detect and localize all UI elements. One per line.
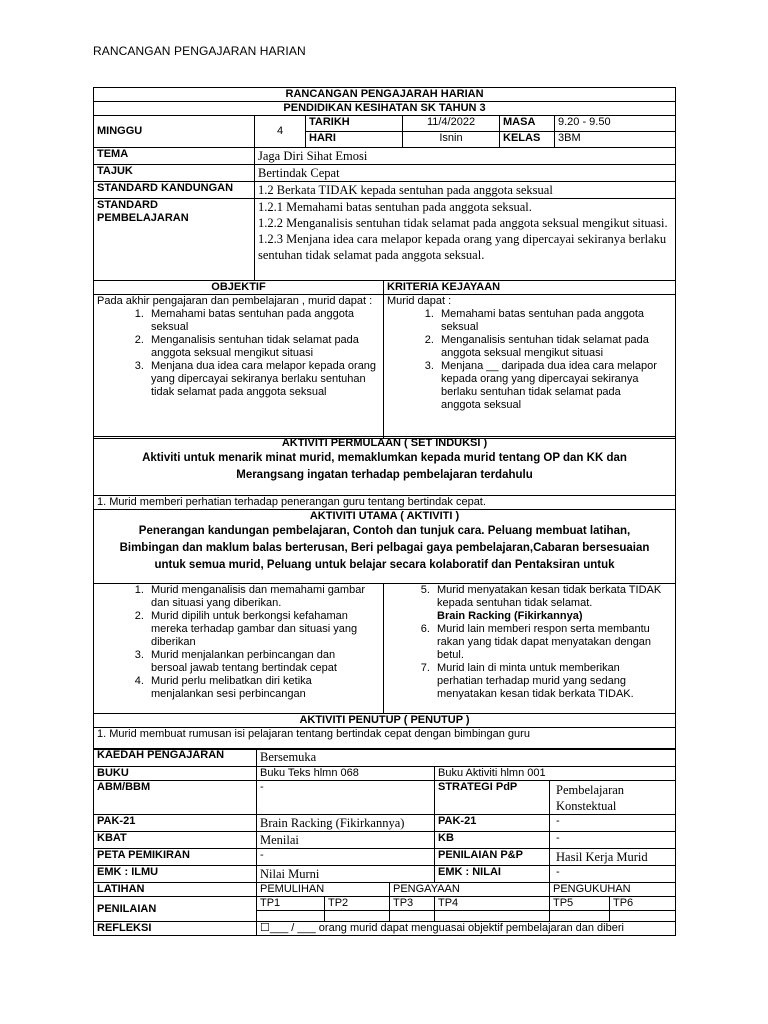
emk-ilmu-label: EMK : ILMU — [94, 866, 257, 883]
tp3-input[interactable] — [390, 911, 435, 922]
pengukuhan-label: PENGUKUHAN — [550, 883, 676, 897]
strategi-value: Pembelajaran Konstektual — [550, 781, 676, 815]
standard-pembelajaran-label: STANDARD PEMBELAJARAN — [94, 199, 255, 281]
utama-right-list-2 — [387, 623, 667, 701]
permulaan-step: 1. Murid memberi perhatian terhadap penerangan guru tentang bertindak cepat. — [94, 496, 676, 510]
pak21-value: Brain Racking (Fikirkannya) — [257, 815, 435, 832]
kaedah-value: Bersemuka — [257, 749, 676, 767]
objektif-cell — [94, 295, 384, 439]
activity-table — [93, 436, 676, 750]
standard-pembelajaran-list — [255, 199, 676, 281]
tp5-input[interactable] — [550, 911, 610, 922]
objektif-intro: Pada akhir pengajaran dan pembelajaran , murid dapat : — [97, 295, 373, 307]
utama-desc-line: Penerangan kandungan pembelajaran, Contoh dan tunjuk cara. Peluang membuat latihan, — [138, 525, 631, 537]
utama-item: 4. Murid perlu melibatkan diri ketika menjalankan sesi perbincangan — [147, 675, 369, 701]
standard-pembelajaran-item: 1.2.2 Menganalisis sentuhan tidak selamat pada anggota seksual mengikut situasi. — [258, 216, 668, 230]
details-table — [93, 748, 676, 936]
minggu-value: 4 — [255, 116, 306, 148]
utama-item: 7. Murid lain di minta untuk memberikan perhatian terhadap murid yang sedang menyatakan kesan tidak berkata TIDAK. — [433, 662, 667, 701]
masa-value: 9.20 - 9.50 — [555, 116, 676, 132]
tajuk-value: Bertindak Cepat — [255, 165, 676, 182]
kaedah-label: KAEDAH PENGAJARAN — [94, 749, 257, 767]
pak21-value-2: - — [550, 815, 676, 832]
buku-aktiviti-value: Buku Aktiviti hlmn 001 — [435, 767, 676, 781]
tajuk-label: TAJUK — [94, 165, 255, 182]
kriteria-item: 3. Menjana __ daripada dua idea cara melapor kepada orang yang dipercayai sekiranya berlaku sentuhan tidak selamat pada anggota seksual — [437, 360, 659, 412]
tema-value: Jaga Diri Sihat Emosi — [255, 148, 676, 165]
emk-nilai-label: EMK : NILAI — [435, 866, 550, 883]
kbat-label: KBAT — [94, 832, 257, 849]
penutup-header: AKTIVITI PENUTUP ( PENUTUP ) — [94, 714, 676, 728]
masa-label: MASA — [500, 116, 555, 132]
tp2-input[interactable] — [325, 911, 390, 922]
utama-desc — [97, 523, 672, 574]
kelas-value: 3BM — [555, 132, 676, 148]
pemulihan-label: PEMULIHAN — [257, 883, 390, 897]
kriteria-intro: Murid dapat : — [387, 295, 452, 307]
objektif-item: 1. Memahami batas sentuhan pada anggota seksual — [147, 308, 380, 334]
utama-item: 5. Murid menyatakan kesan tidak berkata TIDAK kepada sentuhan tidak selamat. — [433, 584, 667, 610]
emk-nilai-value: - — [550, 866, 676, 883]
objektif-item: 2. Menganalisis sentuhan tidak selamat pada anggota seksual mengikut situasi — [147, 334, 380, 360]
standard-kandungan-value: 1.2 Berkata TIDAK kepada sentuhan pada anggota seksual — [255, 182, 676, 199]
kb-label: KB — [435, 832, 550, 849]
pengayaan-label: PENGAYAAN — [390, 883, 550, 897]
utama-left-list — [97, 584, 369, 701]
kelas-label: KELAS — [500, 132, 555, 148]
refleksi-value: ☐___ / ___ orang murid dapat menguasai objektif pembelajaran dan diberi — [257, 922, 676, 936]
utama-block — [94, 510, 676, 584]
subject-title: PENDIDIKAN KESIHATAN SK TAHUN 3 — [94, 102, 676, 116]
tp5-label: TP5 — [550, 897, 610, 911]
utama-item: 6. Murid lain memberi respon serta membantu rakan yang tidak dapat menyatakan dengan betul. — [433, 623, 667, 662]
tema-label: TEMA — [94, 148, 255, 165]
hari-value: Isnin — [403, 132, 500, 148]
penilaian-pnp-label: PENILAIAN P&P — [435, 849, 550, 866]
kriteria-header: KRITERIA KEJAYAAN — [384, 281, 676, 295]
objektif-header: OBJEKTIF — [94, 281, 384, 295]
buku-label: BUKU — [94, 767, 257, 781]
refleksi-label: REFLEKSI — [94, 922, 257, 936]
tp1-label: TP1 — [257, 897, 325, 911]
utama-item: 3. Murid menjalankan perbincangan dan bersoal jawab tentang bertindak cepat — [147, 649, 369, 675]
utama-right-cell — [384, 584, 676, 714]
permulaan-desc — [97, 450, 672, 484]
tarikh-value: 11/4/2022 — [403, 116, 500, 132]
standard-pembelajaran-item: 1.2.3 Menjana idea cara melapor kepada orang yang dipercayai sekiranya berlaku sentuhan tidak selamat pada anggota seksual. — [258, 232, 667, 262]
kriteria-item: 1. Memahami batas sentuhan pada anggota seksual — [437, 308, 659, 334]
peta-pemikiran-value: - — [257, 849, 435, 866]
permulaan-header: AKTIVITI PERMULAAN ( SET INDUKSI ) — [281, 437, 488, 449]
peta-pemikiran-label: PETA PEMIKIRAN — [94, 849, 257, 866]
tarikh-label: TARIKH — [306, 116, 403, 132]
info-table — [93, 87, 676, 281]
abm-value: - — [257, 781, 435, 815]
tp1-input[interactable] — [257, 911, 325, 922]
standard-pembelajaran-item: 1.2.1 Memahami batas sentuhan pada anggota seksual. — [258, 200, 532, 214]
kbat-value: Menilai — [257, 832, 435, 849]
utama-item: 2. Murid dipilih untuk berkongsi kefahaman mereka terhadap gambar dan situasi yang diberikan — [147, 610, 369, 649]
buku-teks-value: Buku Teks hlmn 068 — [257, 767, 435, 781]
minggu-label: MINGGU — [94, 116, 255, 148]
kb-value: - — [550, 832, 676, 849]
tp6-input[interactable] — [610, 911, 676, 922]
penilaian-pnp-value: Hasil Kerja Murid — [550, 849, 676, 866]
pak21-label-2: PAK-21 — [435, 815, 550, 832]
objektif-list — [97, 308, 380, 399]
standard-kandungan-label: STANDARD KANDUNGAN — [94, 182, 255, 199]
tp3-label: TP3 — [390, 897, 435, 911]
utama-desc-line: Bimbingan dan maklum balas berterusan, Beri pelbagai gaya pembelajaran,Cabaran bersesuaian — [119, 542, 650, 554]
utama-desc-line: untuk semua murid, Peluang untuk belajar secara kolaboratif dan Pentaksiran untuk — [154, 559, 615, 571]
kriteria-cell — [384, 295, 676, 439]
permulaan-block — [94, 437, 676, 496]
emk-ilmu-value: Nilai Murni — [257, 866, 435, 883]
pak21-label: PAK-21 — [94, 815, 257, 832]
plan-title: RANCANGAN PENGAJARAH HARIAN — [94, 88, 676, 102]
document-title: RANCANGAN PENGAJARAN HARIAN — [93, 44, 306, 58]
kriteria-list — [387, 308, 659, 412]
abm-label: ABM/BBM — [94, 781, 257, 815]
tp4-label: TP4 — [435, 897, 550, 911]
objective-table — [93, 280, 676, 439]
objektif-item: 3. Menjana dua idea cara melapor kepada orang yang dipercayai sekiranya berlaku sentuhan tidak selamat pada anggota seksual — [147, 360, 380, 399]
kriteria-item: 2. Menganalisis sentuhan tidak selamat pada anggota seksual mengikut situasi — [437, 334, 659, 360]
tp6-label: TP6 — [610, 897, 676, 911]
utama-header: AKTIVITI UTAMA ( AKTIVITI ) — [309, 510, 460, 522]
utama-left-cell — [94, 584, 384, 714]
penutup-step: 1. Murid membuat rumusan isi pelajaran tentang bertindak cepat dengan bimbingan guru — [94, 728, 676, 750]
latihan-label: LATIHAN — [94, 883, 257, 897]
hari-label: HARI — [306, 132, 403, 148]
strategi-label: STRATEGI PdP — [435, 781, 550, 815]
tp4-input[interactable] — [435, 911, 550, 922]
utama-item: 1. Murid menganalisis dan memahami gambar dan situasi yang diberikan. — [147, 584, 369, 610]
permulaan-desc-line: Aktiviti untuk menarik minat murid, memaklumkan kepada murid tentang OP dan KK dan — [142, 452, 627, 464]
tp2-label: TP2 — [325, 897, 390, 911]
brain-racking-subheading: Brain Racking (Fikirkannya) — [437, 610, 583, 622]
utama-right-list — [387, 584, 667, 610]
penilaian-label: PENILAIAN — [94, 897, 257, 922]
permulaan-desc-line: Merangsang ingatan terhadap pembelajaran terdahulu — [236, 469, 533, 481]
